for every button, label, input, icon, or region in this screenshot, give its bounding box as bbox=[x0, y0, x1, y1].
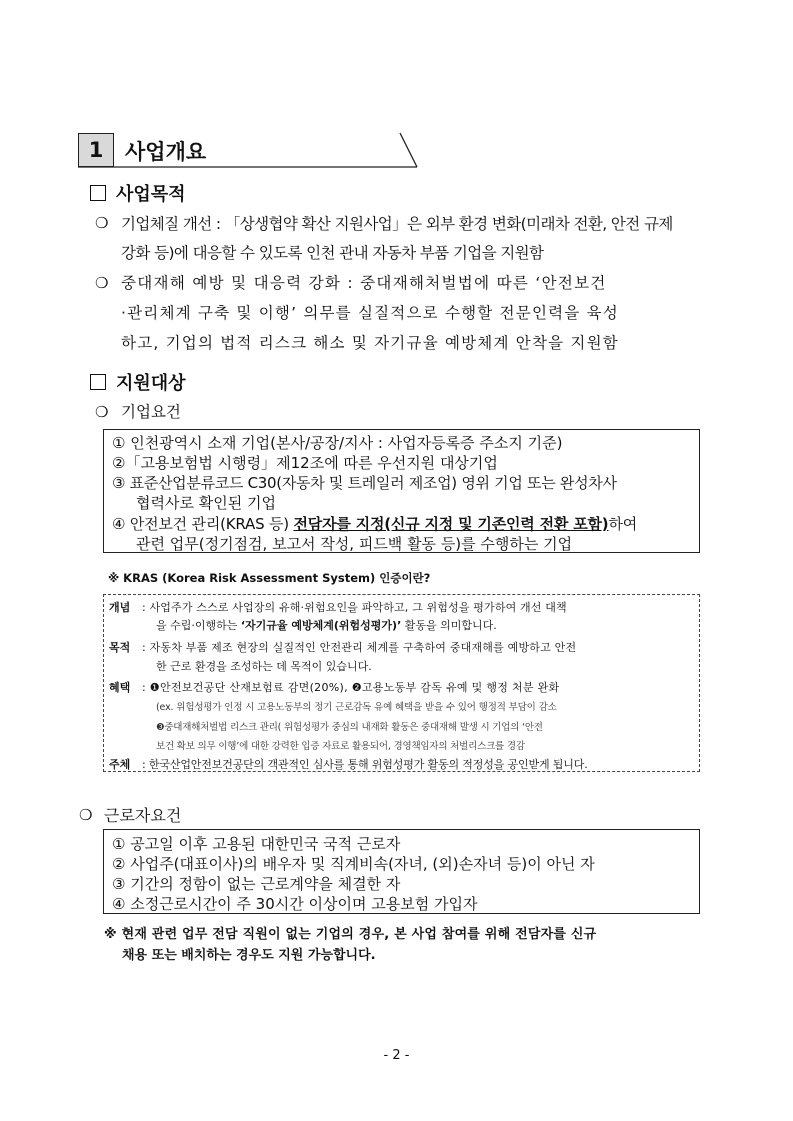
company-req-1: ① 인천광역시 소재 기업(본사/공장/지사 : 사업자등록증 주소지 기준) bbox=[112, 434, 563, 452]
kras-benefit-2: (ex. 위험성평가 인정 시 고용노동부의 정기 근로감독 유예 혜택을 받을 수 있어 행정적 부담이 감소 bbox=[156, 702, 557, 713]
kras-heading: ※ KRAS (Korea Risk Assessment System) 인증이란? bbox=[108, 571, 431, 585]
kras-purpose-1: : 자동차 부품 제조 현장의 실질적인 안전관리 체계를 구축하여 중대재해를 예방하고 안전 bbox=[142, 641, 577, 654]
kras-def-label: 개념 bbox=[109, 601, 131, 614]
kras-benefit-label: 혜택 bbox=[109, 681, 131, 694]
worker-req-box bbox=[103, 829, 700, 914]
company-req-title: 기업요건 bbox=[121, 403, 181, 421]
company-req-3b: 협력사로 확인된 기업 bbox=[136, 494, 276, 512]
worker-req-2: ② 사업주(대표이사)의 배우자 및 직계비속(자녀, (외)손자녀 등)이 아닌 자 bbox=[112, 855, 595, 873]
section-number: 1 bbox=[78, 133, 114, 167]
kras-owner-1: : 한국산업안전보건공단의 객관적인 심사를 통해 위험성평가 활동의 적정성을 공인받게 됩니다. bbox=[142, 758, 588, 771]
kras-def-2: 을 수립·이행하는 ‘자기규율 예방체계(위험성평가)’ 활동을 의미합니다. bbox=[156, 619, 497, 632]
circle-bullet-icon: ❍ bbox=[95, 403, 109, 421]
worker-req-3: ③ 기간의 정함이 없는 근로계약을 체결한 자 bbox=[112, 875, 401, 893]
company-req-box bbox=[103, 429, 700, 553]
kras-purpose-label: 목적 bbox=[109, 641, 131, 654]
company-req-3: ③ 표준산업분류코드 C30(자동차 및 트레일러 제조업) 영위 기업 또는 완성차사 bbox=[112, 474, 617, 492]
kras-benefit-3: ❸중대재해처벌법 리스크 관리( 위험성평가 중심의 내재화 활동은 중대재해 발생 시 기업의 ‘안전 bbox=[156, 722, 543, 733]
company-req-4: ④ 안전보건 관리(KRAS 등) 전담자를 지정(신규 지정 및 기존인력 전환 포함)하여 bbox=[112, 515, 638, 533]
worker-req-4: ④ 소정근로시간이 주 30시간 이상이며 고용보험 가입자 bbox=[112, 895, 478, 913]
circle-bullet-icon: ❍ bbox=[95, 274, 109, 292]
footnote-line1: ※ 현재 관련 업무 전담 직원이 없는 기업의 경우, 본 사업 참여를 위해 전담자를 신규 bbox=[104, 927, 597, 942]
square-bullet-icon bbox=[90, 374, 106, 390]
section-header-line bbox=[0, 0, 793, 200]
circle-bullet-icon: ❍ bbox=[95, 214, 109, 232]
target-heading: 지원대상 bbox=[90, 369, 186, 395]
kras-benefit-1: : ❶안전보건공단 산재보험료 감면(20%), ❷고용노동부 감독 유예 및 행정 처분 완화 bbox=[142, 681, 560, 694]
purpose-item2-line1: 중대재해 예방 및 대응력 강화 : 중대재해처벌법에 따른 ‘안전보건 bbox=[121, 274, 607, 292]
kras-purpose-2: 한 근로 환경을 조성하는 데 목적이 있습니다. bbox=[156, 660, 372, 673]
worker-req-1: ① 공고일 이후 고용된 대한민국 국적 근로자 bbox=[112, 835, 401, 853]
kras-owner-label: 주체 bbox=[109, 758, 131, 771]
kras-def-1: : 사업주가 스스로 사업장의 유해·위험요인을 파악하고, 그 위험성을 평가하여 개선 대책 bbox=[142, 601, 567, 614]
section-title: 사업개요 bbox=[125, 140, 207, 164]
purpose-item2-line2: ·관리체계 구축 및 이행’ 의무를 실질적으로 수행할 전문인력을 육성 bbox=[121, 304, 619, 322]
worker-req-title: 근로자요건 bbox=[104, 806, 182, 825]
kras-benefit-4: 보건 확보 의무 이행’에 대한 강력한 입증 자료로 활용되어, 경영책임자의 처벌리스크를 경감 bbox=[156, 741, 525, 752]
company-req-4c: 관련 업무(정기점검, 보고서 작성, 피드백 활동 등)를 수행하는 기업 bbox=[136, 535, 573, 553]
designee-emphasis: 전담자를 지정(신규 지정 및 기존인력 전환 포함) bbox=[293, 515, 609, 533]
purpose-item1-line2: 강화 등)에 대응할 수 있도록 인천 관내 자동차 부품 기업을 지원함 bbox=[121, 244, 544, 262]
purpose-heading: 사업목적 bbox=[90, 180, 186, 206]
purpose-item1-line1: 기업체질 개선 : 「상생협약 확산 지원사업」은 외부 환경 변화(미래차 전환, 안전 규제 bbox=[121, 215, 673, 233]
page-number: - 2 - bbox=[383, 1048, 410, 1063]
kras-box bbox=[103, 594, 700, 772]
circle-bullet-icon: ❍ bbox=[79, 806, 93, 824]
company-req-2: ②「고용보험법 시행령」제12조에 따른 우선지원 대상기업 bbox=[112, 454, 498, 472]
square-bullet-icon bbox=[90, 185, 106, 201]
footnote-line2: 채용 또는 배치하는 경우도 지원 가능합니다. bbox=[122, 948, 376, 963]
purpose-item2-line3: 하고, 기업의 법적 리스크 해소 및 자기규율 예방체계 안착을 지원함 bbox=[121, 334, 619, 352]
